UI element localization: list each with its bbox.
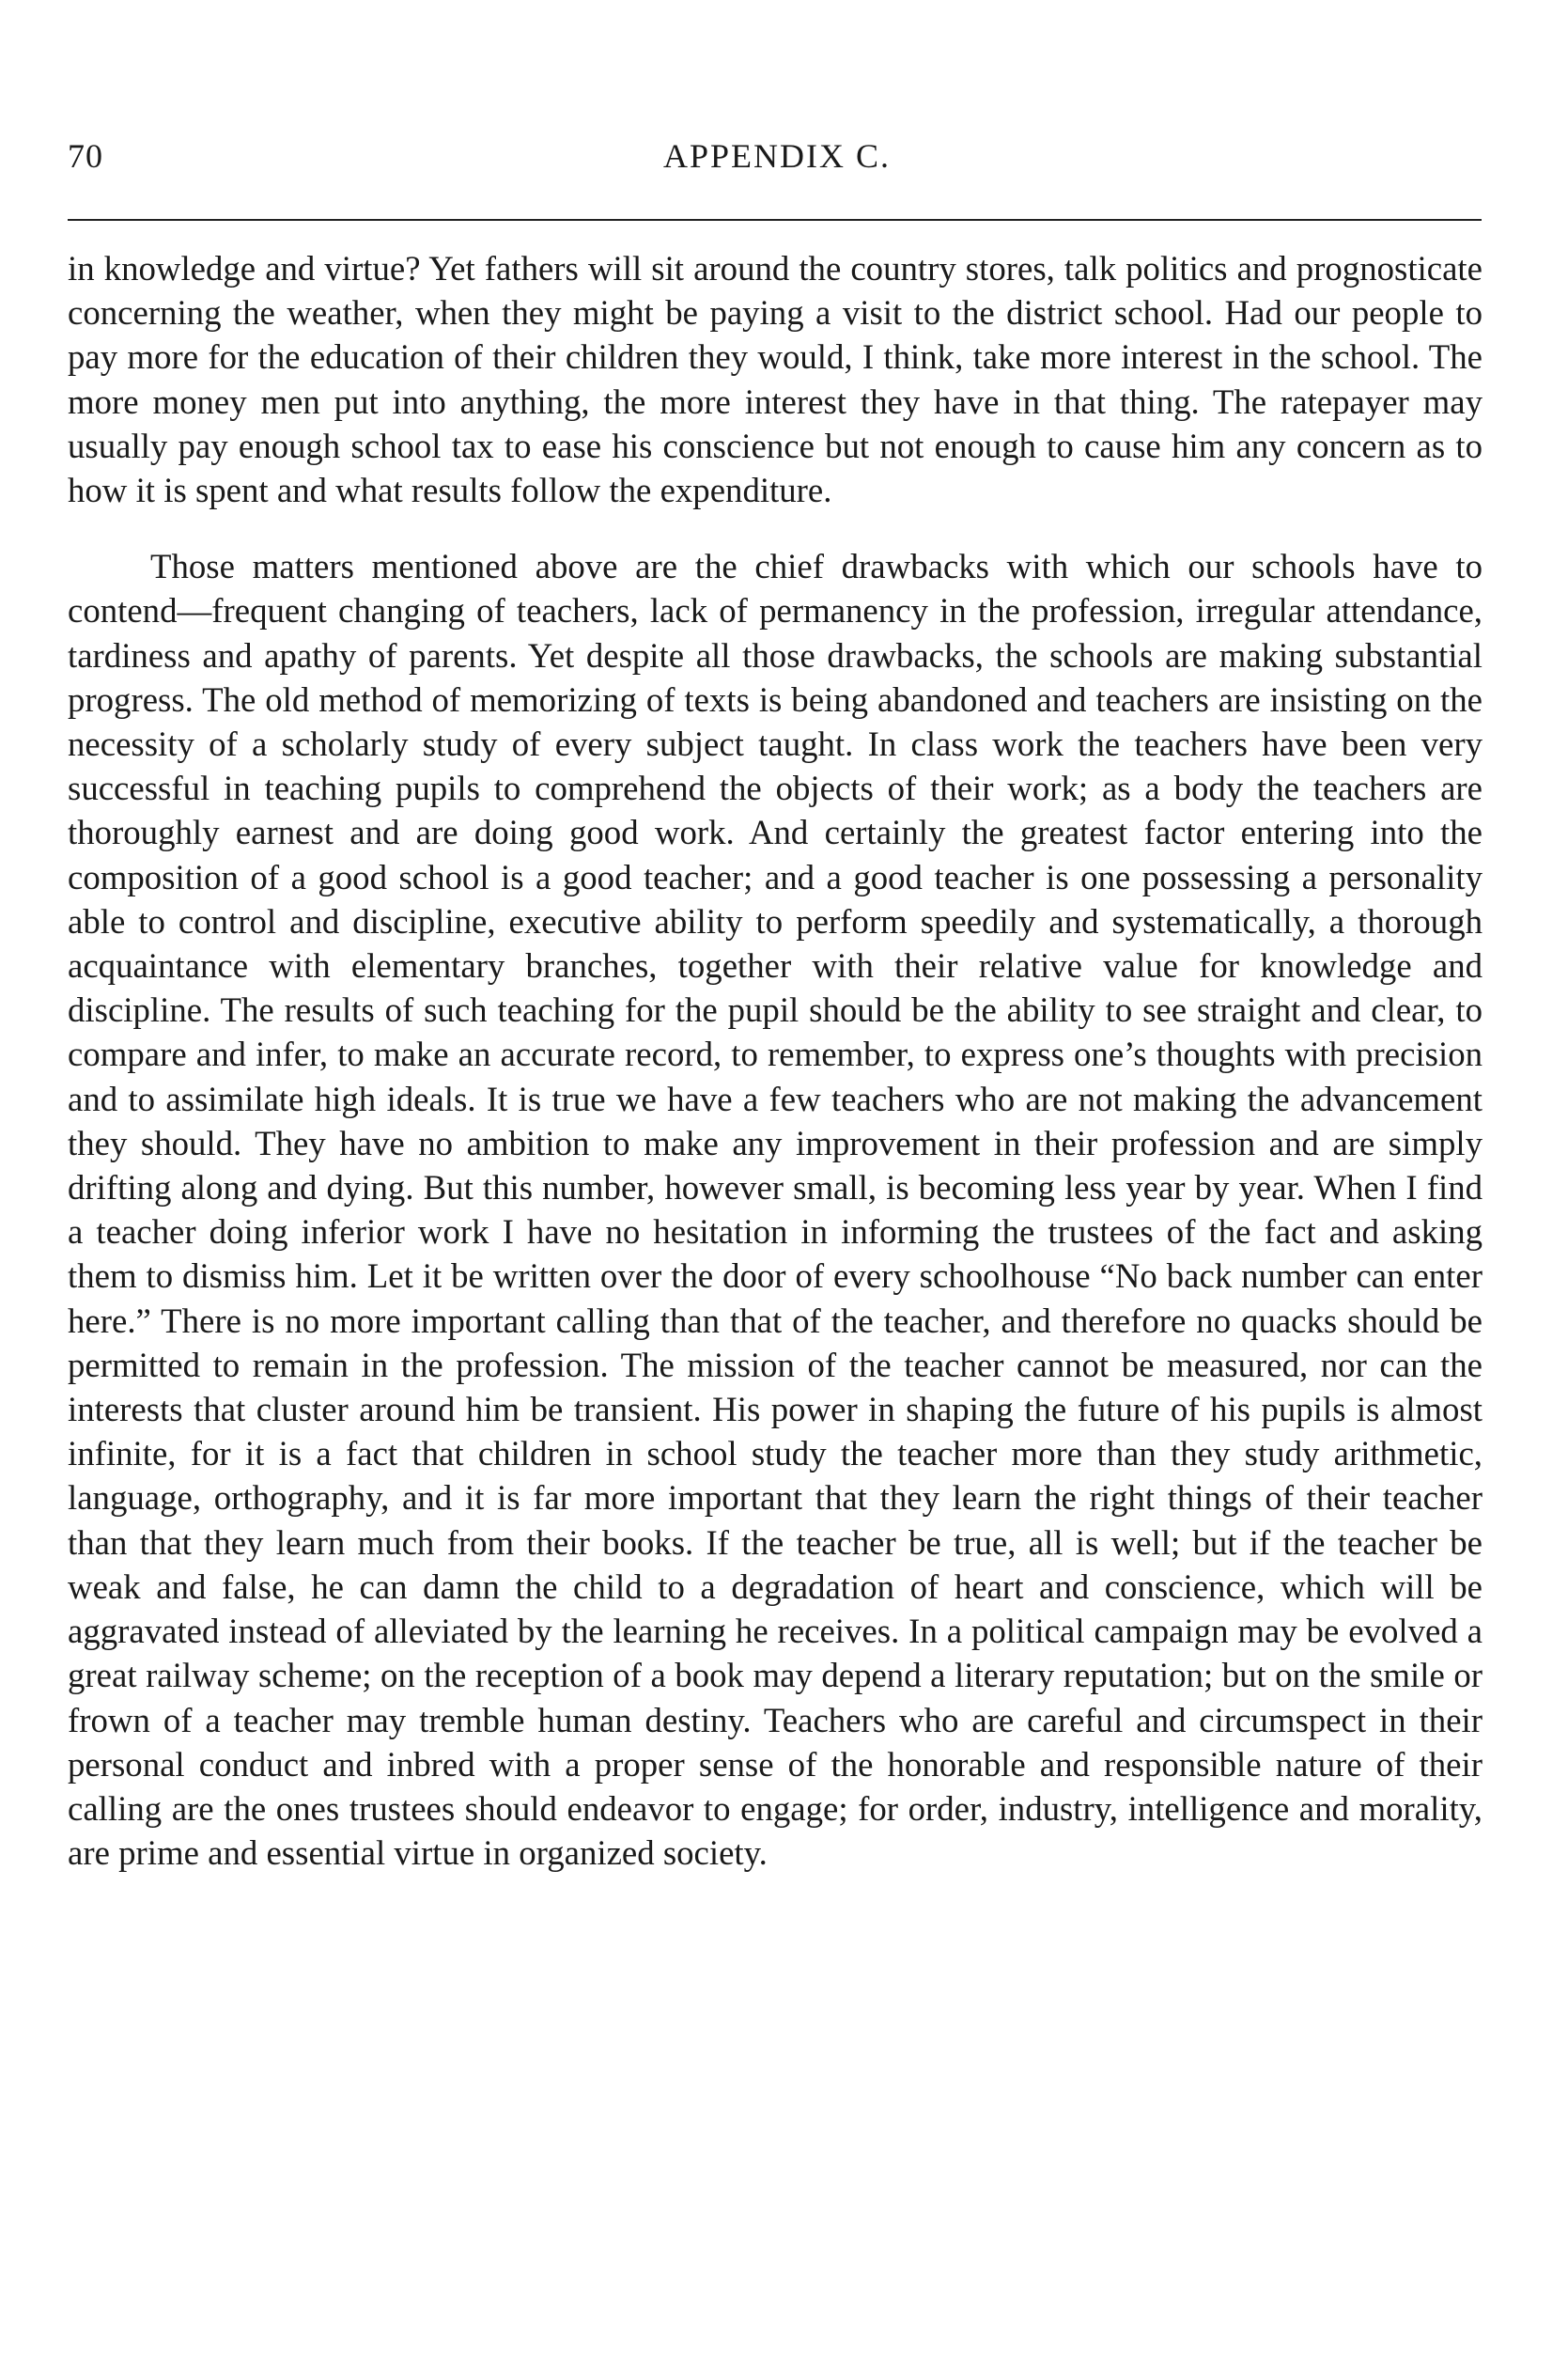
running-head xyxy=(68,136,1486,183)
paragraph-continued: in knowledge and virtue? Yet fathers will sit around the country stores, talk politics and prognosticate concerning the weather, when they might be paying a visit to the district school. Had our people to pay more for the education of their children they would, I think, take more interest in the school. The more money men put into anything, the more interest they have in that thing. The ratepayer may usually pay enough school tax to ease his conscience but not enough to cause him any concern as to how it is spent and what results follow the expenditure. xyxy=(68,249,1483,510)
page-number: 70 xyxy=(68,137,103,175)
page-header-title: APPENDIX C. xyxy=(662,137,892,175)
paragraph: Those matters mentioned above are the chief drawbacks with which our schools have to contend—frequent changing of teachers, lack of permanency in the profession, irregular attendance, tardiness and apathy of parents. Yet despite all those drawbacks, the schools are making substantial progress. The old method of memorizing of texts is being abandoned and teachers are insisting on the necessity of a scholarly study of every subject taught. In class work the teachers have been very successful in teaching pupils to comprehend the objects of their work; as a body the teachers are thoroughly earnest and are doing good work. And certainly the greatest factor entering into the composition of a good school is a good teacher; and a good teacher is one possessing a personality able to control and discipline, executive ability to perform speedily and systematically, a thorough acquaintance with elementary branches, together with their relative value for knowledge and discipline. The results of such teaching for the pupil should be the ability to see straight and clear, to compare and infer, to make an accurate record, to remember, to express one’s thoughts with precision and to assimilate high ideals. It is true we have a few teachers who are not making the advancement they should. They have no ambition to make any improvement in their profession and are simply drifting along and dying. But this number, however small, is becoming less year by year. When I find a teacher doing inferior work I have no hesitation in informing the trustees of the fact and asking them to dismiss him. Let it be written over the door of every schoolhouse “No back number can enter here.” There is no more important calling than that of the teacher, and therefore no quacks should be permitted to remain in the profession. The mission of the teacher cannot be measured, nor can the interests that cluster around him be transient. His power in shaping the future of his pupils is almost infinite, for it is a fact that children in school study the teacher more than they study arithmetic, language, orthography, and it is far more important that they learn the right things of their teacher than that they learn much from their books. If the teacher be true, all is well; but if the teacher be weak and false, he can damn the child to a degradation of heart and conscience, which will be aggravated instead of alleviated by the learning he receives. In a political campaign may be evolved a great railway scheme; on the reception of a book may depend a literary reputation; but on the smile or frown of a teacher may tremble human destiny. Teachers who are careful and circumspect in their personal conduct and inbred with a proper sense of the honorable and responsible nature of their calling are the ones trustees should endeavor to engage; for order, industry, intelligence and morality, are prime and essential virtue in organized society. xyxy=(68,547,1483,1873)
body-text xyxy=(68,246,1483,1875)
header-rule xyxy=(68,219,1482,221)
